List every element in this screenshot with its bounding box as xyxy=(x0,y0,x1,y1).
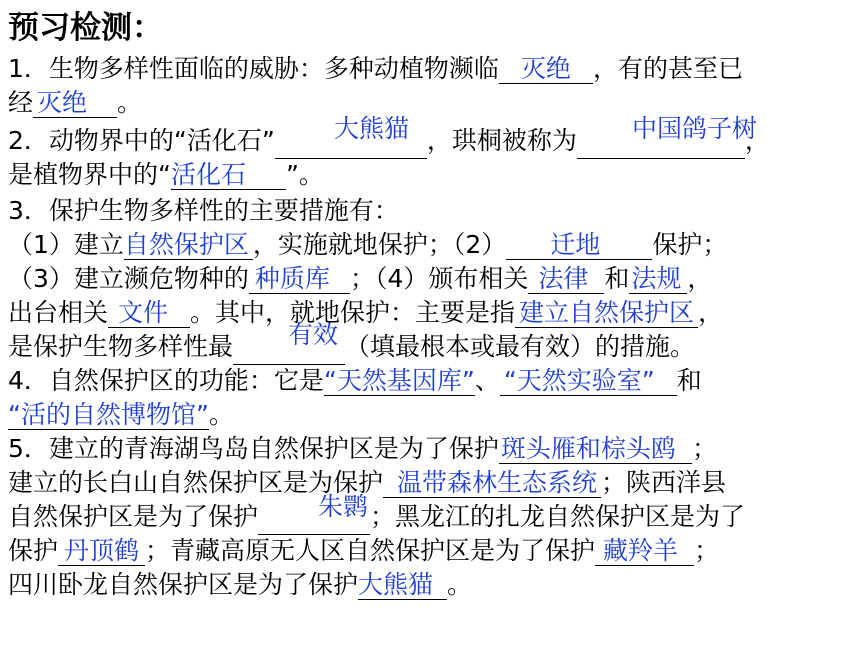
q3-line3: 出台相关 文件 。其中，就地保护：主要是指 建立自然保护区 ， xyxy=(8,298,724,327)
page-title: 预习检测： xyxy=(8,10,163,46)
q1-answer-1: 灭绝 xyxy=(499,54,593,84)
q4-answer-3: “活的自然博物馆” xyxy=(8,400,209,429)
q5-answer-1: 斑头雁和棕头鸥 xyxy=(499,434,692,464)
q1-line2: 经 灭绝 。 xyxy=(8,88,143,117)
q3-answer-7: 建立自然保护区 xyxy=(515,298,698,328)
q3-answer-8: 有效 xyxy=(288,320,339,349)
q3-line1: （1）建立自然保护区 ，实施就地保护；（2） 迁地 保护； xyxy=(8,230,728,259)
q5-line5: 四川卧龙自然保护区是为了保护大熊猫 。 xyxy=(8,570,473,599)
q3-line4: 是保护生物多样性最 （填最根本或最有效）的措施。 xyxy=(8,330,695,365)
q3-intro: 3．保护生物多样性的主要措施有： xyxy=(8,196,399,225)
q5-answer-5: 藏羚羊 xyxy=(595,536,694,566)
q1-answer-2: 灭绝 xyxy=(33,88,117,118)
q5-answer-6: 大熊猫 xyxy=(358,570,447,600)
q2-answer-2: 中国鸽子树 xyxy=(632,114,758,143)
q4-line2: “活的自然博物馆”。 xyxy=(8,400,234,429)
q5-line1: 5．建立的青海湖鸟岛自然保护区是为了保护斑头雁和棕头鸥 ； xyxy=(8,434,717,463)
q3-answer-2: 迁地 xyxy=(506,230,652,260)
q2-answer-3: 活化石 xyxy=(171,160,286,190)
q3-answer-3: 种质库 xyxy=(249,264,350,294)
q2-line2: 是植物界中的“活化石 ”。 xyxy=(8,160,324,189)
q3-answer-1: 自然保护区 xyxy=(124,230,253,260)
q5-line2: 建立的长白山自然保护区是为保护 温带森林生态系统 ；陕西洋县 xyxy=(8,468,727,497)
q4-answer-1: “天然基因库” xyxy=(323,366,475,395)
q4-line1: 4．自然保护区的功能：它是“天然基因库”、 “天然实验室” 和 xyxy=(8,366,702,395)
q3-answer-5: 法规 xyxy=(629,264,687,294)
q2-line1: 2．动物界中的“活化石” ，珙桐被称为 ， xyxy=(8,124,770,159)
q3-answer-6: 文件 xyxy=(108,298,190,328)
q5-line3: 自然保护区是为了保护 ；黑龙江的扎龙自然保护区是为了 xyxy=(8,500,745,535)
q1-line1: 1．生物多样性面临的威胁：多种动植物濒临 灭绝 ，有的甚至已 xyxy=(8,54,743,83)
q5-answer-2: 温带森林生态系统 xyxy=(383,468,601,498)
q5-answer-4: 丹顶鹤 xyxy=(58,536,145,566)
q3-line2: （3）建立濒危物种的 种质库 ；（4）颁布相关 法律 和法规 ， xyxy=(8,264,713,293)
q2-answer-1: 大熊猫 xyxy=(334,114,410,143)
q5-line4: 保护 丹顶鹤 ；青藏高原无人区自然保护区是为了保护 藏羚羊 ； xyxy=(8,536,720,565)
q3-answer-4: 法律 xyxy=(528,264,604,294)
q4-answer-2: “天然实验室” xyxy=(500,366,677,396)
q5-answer-3: 朱鹮 xyxy=(318,492,369,521)
